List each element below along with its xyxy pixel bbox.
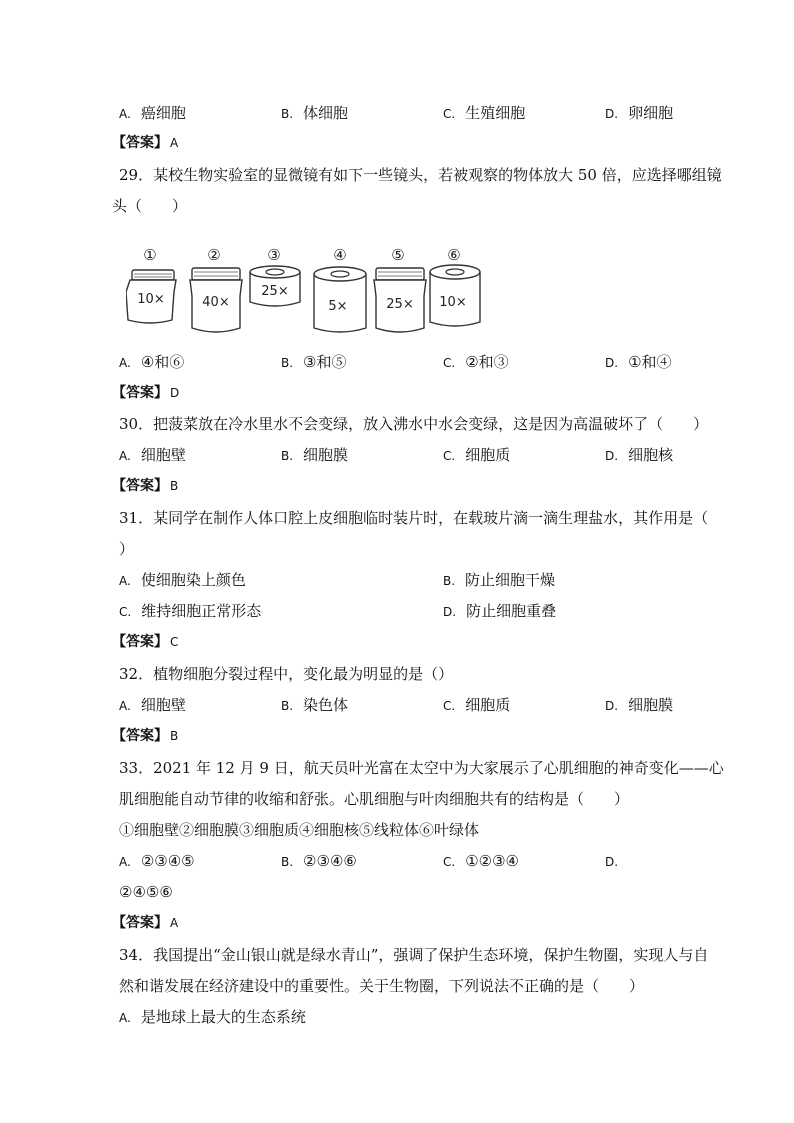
- lens-3-number: ③: [267, 246, 281, 264]
- q28-option-c: C. 生殖细胞: [443, 104, 526, 122]
- q29-option-a: A. ④和⑥: [119, 353, 185, 371]
- lens-6: [430, 246, 480, 326]
- q34-option-a: A. 是地球上最大的生态系统: [119, 1008, 306, 1026]
- q31-answer: 【答案】 C: [112, 634, 179, 650]
- q31-option-b: B. 防止细胞干燥: [443, 571, 556, 589]
- lens-3: [250, 246, 300, 306]
- q30-option-d: D. 细胞核: [605, 446, 674, 464]
- q32-option-b: B. 染色体: [281, 696, 349, 714]
- lens-6-number: ⑥: [447, 246, 461, 264]
- q32-option-d: D. 细胞膜: [605, 696, 674, 714]
- microscope-lenses-figure: [126, 244, 686, 344]
- lens-5: [374, 246, 426, 332]
- q32-option-c: C. 细胞质: [443, 696, 511, 714]
- q33-option-b: B. ②③④⑥: [281, 852, 357, 870]
- lens-3-magnification: 25×: [261, 284, 289, 299]
- lens-5-number: ⑤: [391, 246, 405, 264]
- q29-option-b: B. ③和⑤: [281, 353, 347, 371]
- lens-6-magnification: 10×: [439, 295, 467, 310]
- q28-option-d: D. 卵细胞: [605, 104, 674, 122]
- lens-2-magnification: 40×: [202, 295, 230, 310]
- q30-option-c: C. 细胞质: [443, 446, 511, 464]
- q28-answer: 【答案】 A: [112, 135, 179, 151]
- q31-option-d: D. 防止细胞重叠: [443, 602, 557, 620]
- q33-structures-list: ①细胞壁②细胞膜③细胞质④细胞核⑤线粒体⑥叶绿体: [119, 821, 480, 839]
- lens-5-magnification: 25×: [386, 297, 414, 312]
- lens-2: [190, 246, 242, 332]
- q32-stem: 32．植物细胞分裂过程中，变化最为明显的是（）: [119, 665, 454, 683]
- q33-option-d-text: ②④⑤⑥: [119, 883, 173, 901]
- q32-option-a: A. 细胞壁: [119, 696, 186, 714]
- q31-option-c: C. 维持细胞正常形态: [119, 602, 262, 620]
- lens-1: [126, 246, 176, 323]
- q30-answer: 【答案】 B: [112, 478, 179, 494]
- q31-stem-line1: 31．某同学在制作人体口腔上皮细胞临时装片时，在载玻片滴一滴生理盐水，其作用是（: [119, 509, 709, 527]
- q34-stem-line2: 然和谐发展在经济建设中的重要性。关于生物圈，下列说法不正确的是（ ）: [119, 977, 645, 995]
- lens-2-number: ②: [207, 246, 221, 264]
- q33-stem-line1: 33．2021 年 12 月 9 日，航天员叶光富在太空中为大家展示了心肌细胞的神奇变化——心: [119, 759, 724, 777]
- q30-stem: 30．把菠菜放在冷水里水不会变绿，放入沸水中水会变绿，这是因为高温破坏了（ ）: [119, 415, 709, 433]
- q33-stem-line2: 肌细胞能自动节律的收缩和舒张。心肌细胞与叶肉细胞共有的结构是（ ）: [119, 790, 630, 808]
- q28-option-b: B. 体细胞: [281, 104, 349, 122]
- q34-stem-line1: 34．我国提出“金山银山就是绿水青山”，强调了保护生态环境，保护生物圈，实现人与自: [119, 946, 709, 964]
- q31-option-a: A. 使细胞染上颜色: [119, 571, 246, 589]
- q29-stem-line1: 29．某校生物实验室的显微镜有如下一些镜头，若被观察的物体放大 50 倍，应选择哪组镜: [119, 166, 722, 184]
- lens-4-magnification: 5×: [328, 299, 348, 314]
- q29-option-c: C. ②和③: [443, 353, 509, 371]
- q28-option-a: A. 癌细胞: [119, 104, 186, 122]
- q30-option-a: A. 细胞壁: [119, 446, 186, 464]
- lens-1-magnification: 10×: [137, 292, 165, 307]
- q29-answer: 【答案】 D: [112, 385, 180, 401]
- q29-stem-line2: 头（ ）: [112, 197, 188, 215]
- q33-option-a: A. ②③④⑤: [119, 852, 195, 870]
- q33-answer: 【答案】 A: [112, 915, 179, 931]
- q33-option-c: C. ①②③④: [443, 852, 519, 870]
- q30-option-b: B. 细胞膜: [281, 446, 349, 464]
- q33-option-d: D.: [605, 855, 619, 869]
- lens-4: [314, 246, 366, 332]
- lens-4-number: ④: [333, 246, 347, 264]
- q31-stem-line2: ）: [119, 540, 135, 558]
- q29-option-d: D. ①和④: [605, 353, 672, 371]
- q32-answer: 【答案】 B: [112, 728, 179, 744]
- lens-1-number: ①: [143, 246, 157, 264]
